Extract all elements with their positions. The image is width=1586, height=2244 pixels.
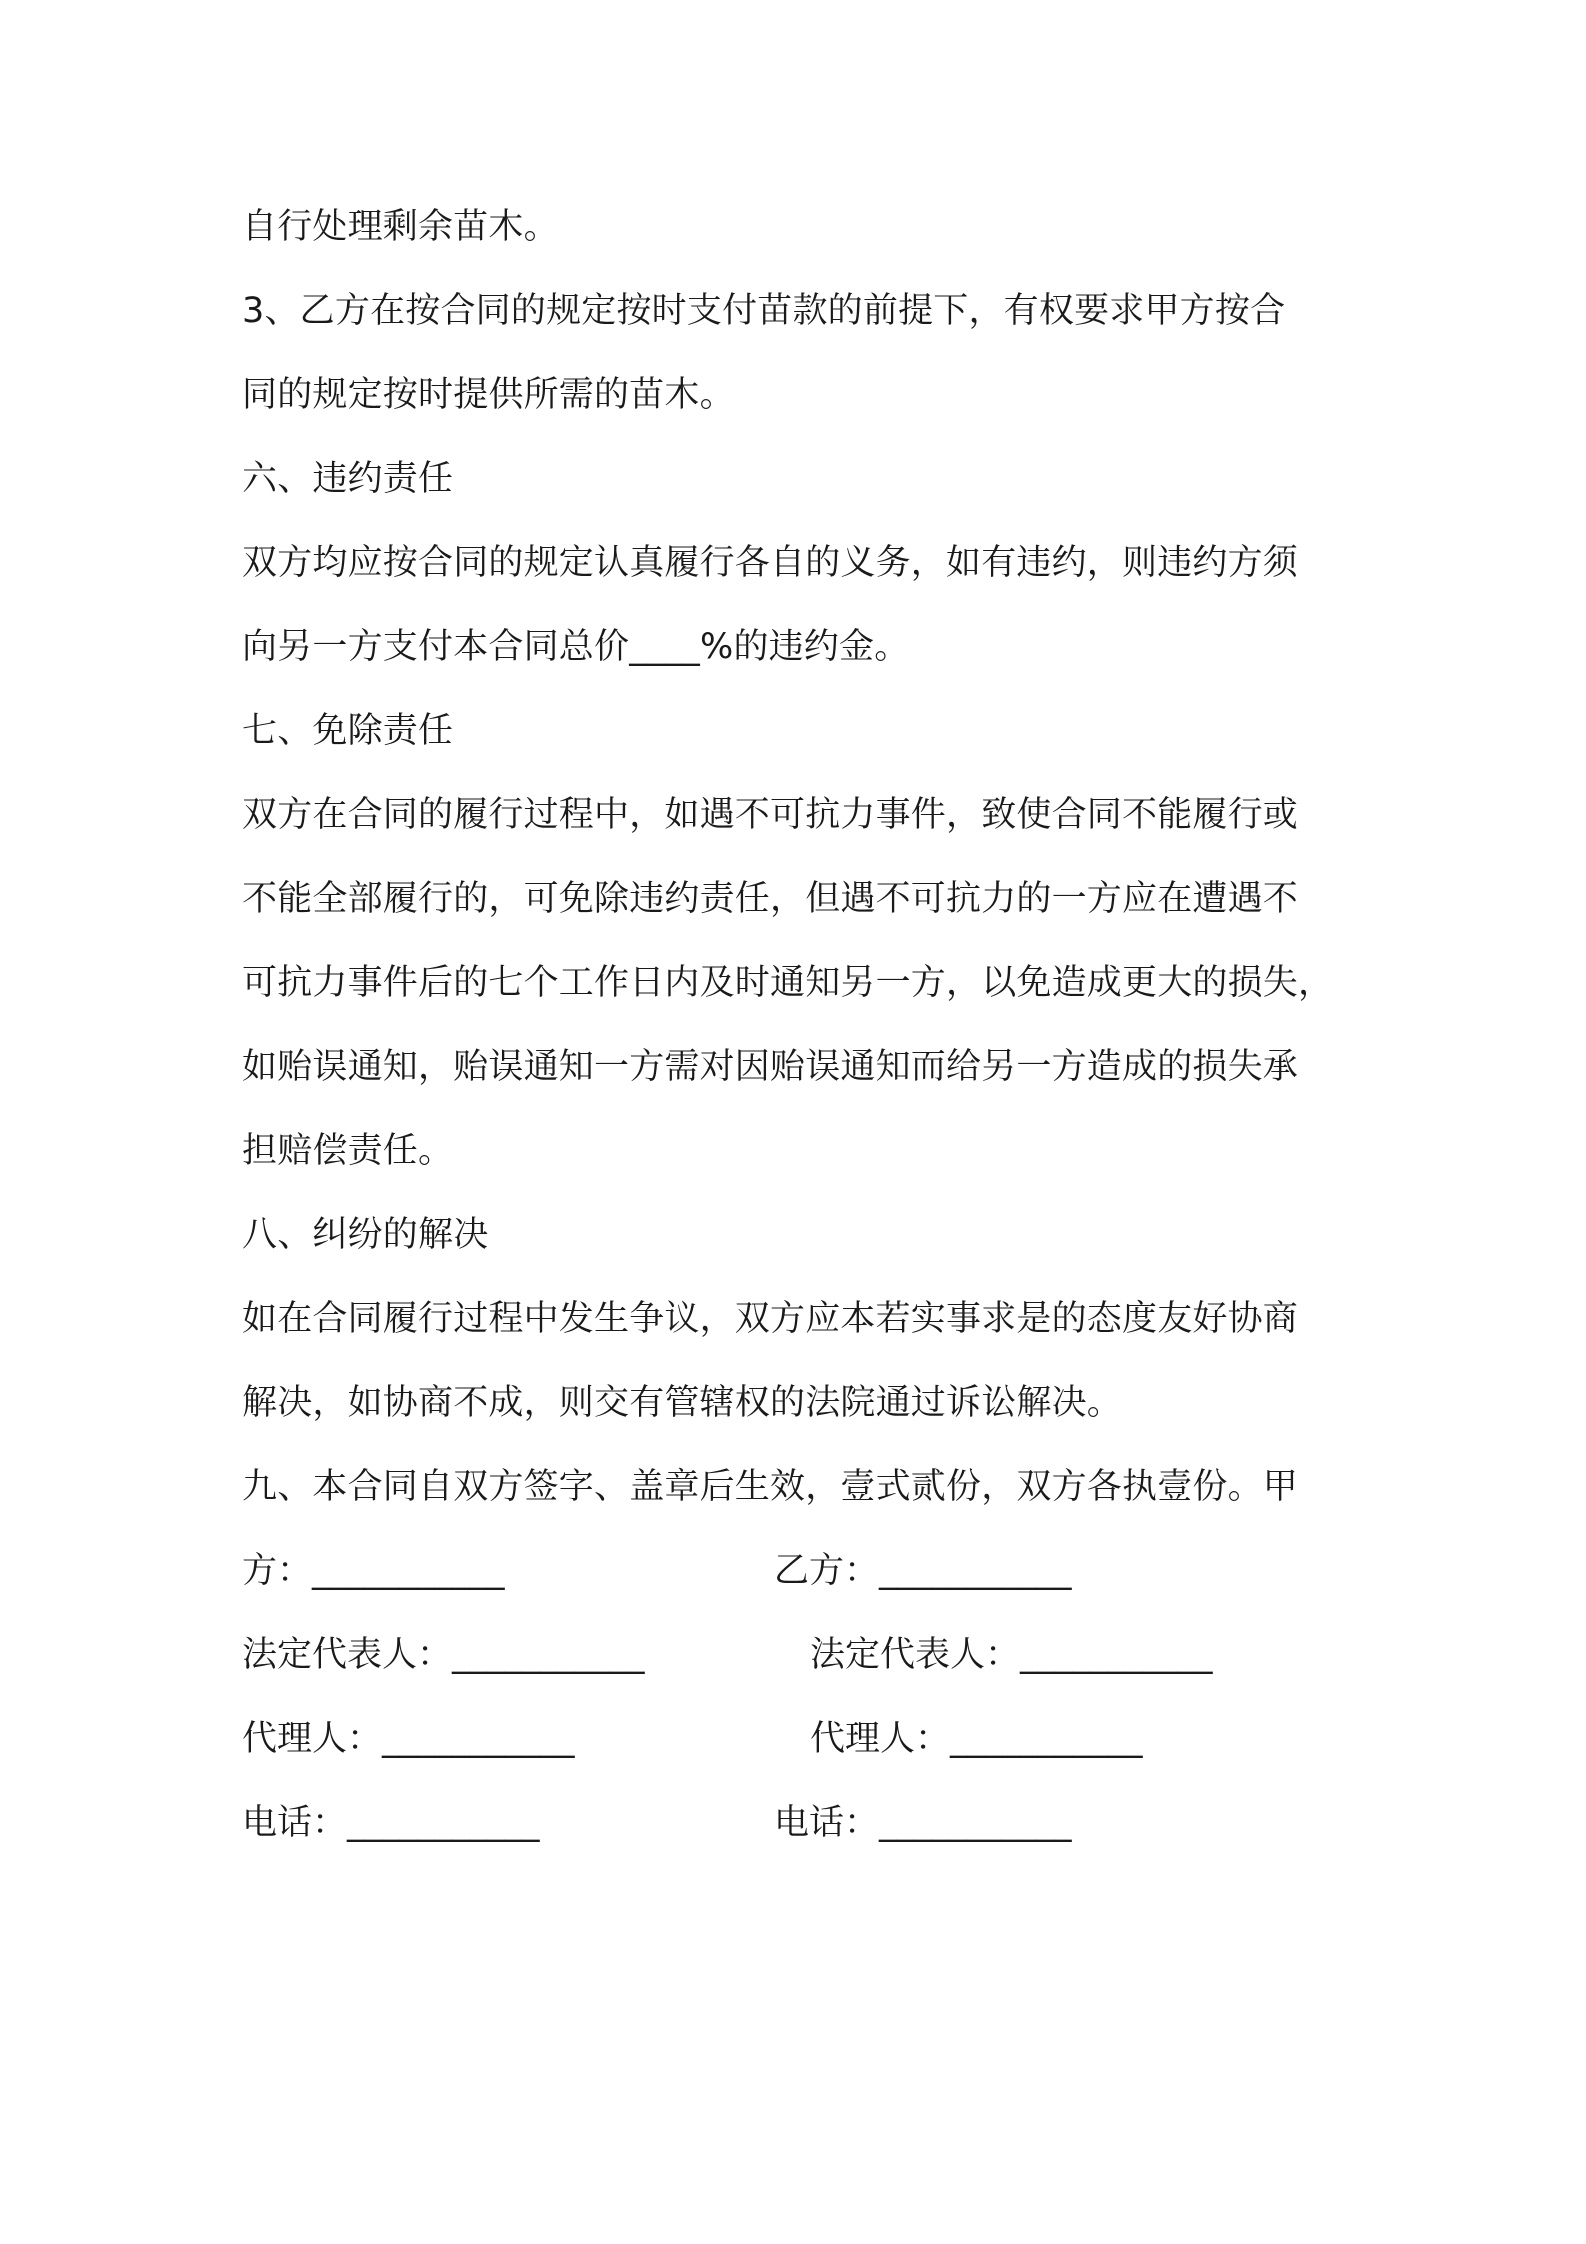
paragraph-line: 自行处理剩余苗木。 [242,207,559,247]
paragraph-line: 同的规定按时提供所需的苗木。 [242,375,735,415]
paragraph-line: 双方均应按合同的规定认真履行各自的义务，如有违约，则违约方须 [242,543,1299,583]
signature-phone-b: 电话：___________ [774,1803,1072,1843]
signature-party-a: 方：___________ [242,1551,505,1591]
paragraph-line: 九、本合同自双方签字、盖章后生效，壹式贰份，双方各执壹份。甲 [242,1467,1299,1507]
section-heading: 八、纠纷的解决 [242,1215,489,1255]
section-heading: 六、违约责任 [242,459,454,499]
paragraph-line: 3、乙方在按合同的规定按时支付苗款的前提下，有权要求甲方按合 [242,291,1286,331]
signature-party-b: 乙方：___________ [774,1551,1072,1591]
signature-agent-b: 代理人：___________ [810,1719,1143,1759]
signature-phone-a: 电话：___________ [242,1803,540,1843]
paragraph-line: 可抗力事件后的七个工作日内及时通知另一方，以免造成更大的损失， [242,963,1334,1003]
paragraph-line: 双方在合同的履行过程中，如遇不可抗力事件，致使合同不能履行或 [242,795,1299,835]
paragraph-line: 解决，如协商不成，则交有管辖权的法院通过诉讼解决。 [242,1383,1123,1423]
paragraph-line: 如在合同履行过程中发生争议，双方应本若实事求是的态度友好协商 [242,1299,1299,1339]
signature-legal-rep-a: 法定代表人：___________ [242,1635,645,1675]
section-heading: 七、免除责任 [242,711,454,751]
paragraph-line: 不能全部履行的，可免除违约责任，但遇不可抗力的一方应在遭遇不 [242,879,1299,919]
paragraph-line: 如贻误通知，贻误通知一方需对因贻误通知而给另一方造成的损失承 [242,1047,1299,1087]
signature-agent-a: 代理人：___________ [242,1719,575,1759]
paragraph-line: 担赔偿责任。 [242,1131,454,1171]
paragraph-line: 向另一方支付本合同总价____%的违约金。 [242,627,910,667]
signature-legal-rep-b: 法定代表人：___________ [810,1635,1213,1675]
